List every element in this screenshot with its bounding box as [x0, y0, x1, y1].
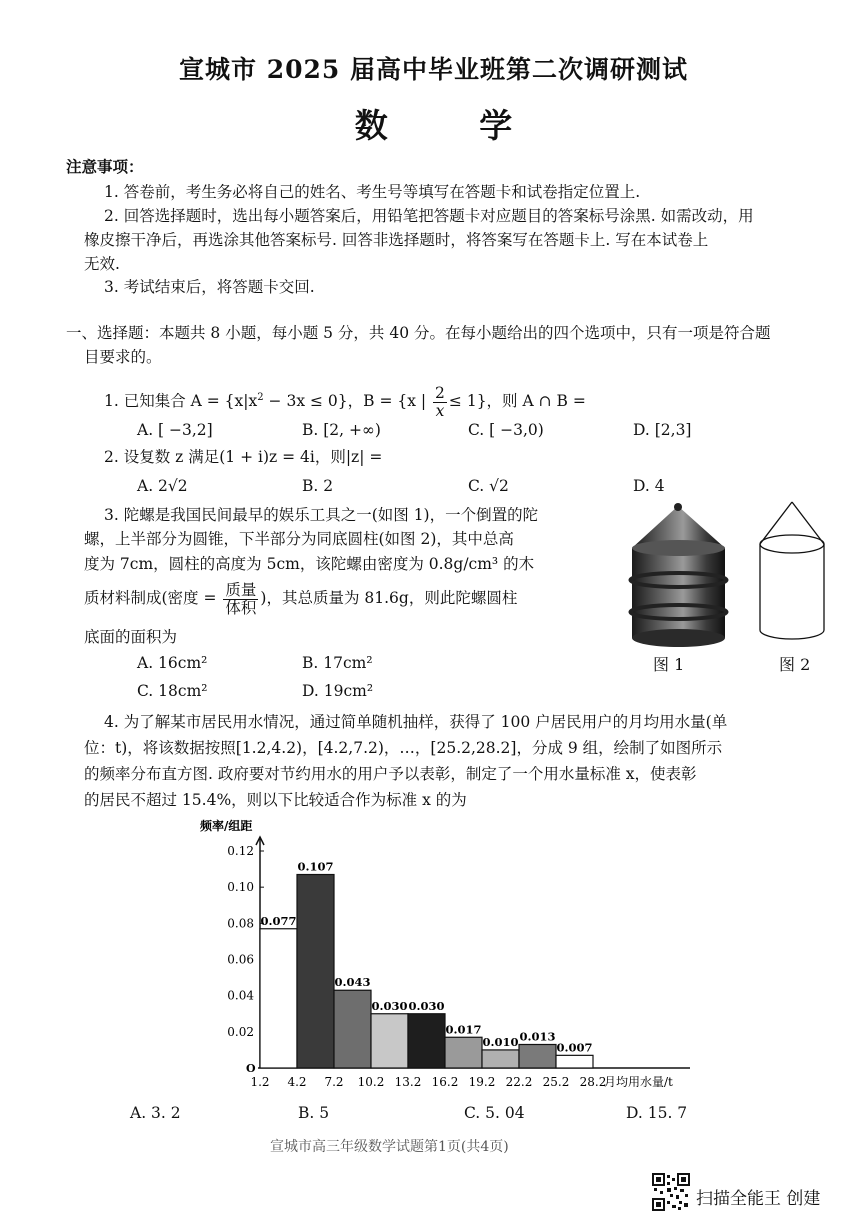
q3-line4-post: )，其总质量为 81.6g，则此陀螺圆柱	[260, 589, 518, 607]
q1-text-pre: 1. 已知集合 A = {x|x	[104, 392, 258, 411]
q4-option-a: A. 3. 2	[130, 1104, 181, 1122]
notice-item-1: 1. 答卷前，考生务必将自己的姓名、考生号等填写在答题卡和试卷指定位置上.	[104, 183, 641, 201]
question-1: 1. 已知集合 $A = \{x|x^2 - 3x \le 0\}$，B = {x | $\frac{2}{x}$ ≤ 1}，则 A ∩ B =	[104, 383, 586, 420]
y-tick-label: 0.04	[227, 988, 254, 1003]
q1-option-b: B. [2, +∞)	[302, 421, 381, 439]
notice-item-2-cont: 橡皮擦干净后，再选涂其他答案标号. 回答非选择题时，将答案写在答题卡上. 写在本试卷上	[84, 231, 709, 249]
q1-option-c: C. [ −3,0)	[468, 421, 544, 439]
question-4-line3: 的频率分布直方图. 政府要对节约用水的用户予以表彰，制定了一个用水量标准 x，使表彰	[84, 765, 697, 783]
q1-text-post: ≤ 1}，则 A ∩ B =	[448, 392, 586, 411]
fig2-label: 图 2	[779, 655, 811, 674]
question-4-line2: 位：t)，将该数据按照[1.2,4.2)，[4.2,7.2)，…，[25.2,28.2]，分成 9 组，绘制了如图所示	[84, 739, 723, 757]
q4-option-c: C. 5. 04	[464, 1104, 525, 1122]
notice-item-2: 2. 回答选择题时，选出每小题答案后，用铅笔把答题卡对应题目的答案标号涂黑. 如需改动，用	[104, 207, 754, 225]
exam-title: 宣城市 2025 届高中毕业班第二次调研测试	[179, 55, 688, 84]
bar-value-label: 0.077	[260, 913, 297, 928]
notice-item-2-end: 无效.	[84, 255, 120, 273]
scanner-watermark: 扫描全能王 创建	[696, 1189, 821, 1209]
y-tick-label: 0.08	[227, 916, 254, 931]
x-axis-label: 月均用水量/t	[604, 1075, 673, 1089]
notice-heading: 注意事项：	[66, 157, 144, 176]
histogram-bar	[519, 1044, 556, 1068]
histogram-bar	[334, 990, 371, 1068]
qr-code-icon	[652, 1173, 690, 1211]
x-tick-label: 28.2	[579, 1075, 607, 1089]
q1-frac-num: 2	[435, 383, 445, 402]
q1-option-a: A. [ −3,2]	[137, 421, 213, 439]
x-tick-label: 10.2	[357, 1075, 385, 1089]
histogram-bar	[260, 929, 297, 1068]
bar-value-label: 0.010	[482, 1034, 519, 1049]
bar-value-label: 0.043	[334, 975, 371, 990]
question-3-line4	[84, 580, 517, 617]
fig1-label: 图 1	[653, 655, 685, 674]
page-footer-cut: 宣城市高三年级数学试题第1页(共4页)	[270, 1139, 509, 1155]
q2-option-d: D. 4	[633, 477, 665, 495]
q3-line4-pre: 质材料制成(密度 =	[84, 589, 222, 607]
q2-option-b: B. 2	[302, 477, 334, 495]
y-tick-label: 0.06	[227, 952, 254, 967]
question-3-line3: 度为 7cm，圆柱的高度为 5cm，该陀螺由密度为 0.8g/cm³ 的木	[84, 555, 535, 573]
frequency-histogram	[190, 815, 710, 1090]
q1-frac-den: x	[435, 401, 445, 420]
histogram-bar	[445, 1037, 482, 1068]
q3-frac-den: 体积	[225, 598, 257, 617]
origin-label: O	[246, 1062, 256, 1075]
q3-option-b: B. 17cm²	[302, 654, 373, 672]
notice-item-3: 3. 考试结束后，将答题卡交回.	[104, 278, 315, 296]
histogram-bar	[556, 1055, 593, 1068]
x-tick-label: 16.2	[431, 1075, 459, 1089]
histogram-bar	[297, 875, 334, 1068]
q1-fraction	[433, 385, 447, 420]
question-4-line4: 的居民不超过 15.4%，则以下比较适合作为标准 x 的为	[84, 791, 467, 809]
histogram-bar	[408, 1014, 445, 1068]
q2-option-a: A. 2√2	[137, 477, 188, 495]
q3-frac-num: 质量	[225, 580, 257, 599]
section-heading-cont: 目要求的。	[84, 348, 162, 366]
bar-value-label: 0.013	[519, 1029, 556, 1044]
x-tick-label: 25.2	[542, 1075, 570, 1089]
q3-option-a: A. 16cm²	[137, 654, 208, 672]
bar-value-label: 0.107	[297, 859, 334, 874]
bar-value-label: 0.030	[371, 998, 408, 1013]
x-tick-label: 7.2	[324, 1075, 344, 1089]
question-4-line1: 4. 为了解某市居民用水情况，通过简单随机抽样，获得了 100 户居民用户的月均用水量(单	[104, 713, 728, 731]
spinning-top-figure	[626, 500, 731, 650]
question-3-line1: 3. 陀螺是我国民间最早的娱乐工具之一(如图 1)，一个倒置的陀	[104, 506, 539, 524]
y-axis-label: 频率/组距	[200, 819, 253, 833]
q1-option-d: D. [2,3]	[633, 421, 692, 439]
q4-option-d: D. 15. 7	[626, 1104, 688, 1122]
question-3-line5: 底面的面积为	[84, 628, 178, 646]
section-heading: 一、选择题：本题共 8 小题，每小题 5 分，共 40 分。在每小题给出的四个选项中，只有一项是符合题	[66, 324, 771, 342]
q3-option-c: C. 18cm²	[137, 682, 208, 700]
q2-option-c: C. √2	[468, 477, 509, 495]
question-3-line2: 螺，上半部分为圆锥，下半部分为同底圆柱(如图 2)，其中总高	[84, 530, 514, 548]
q3-option-d: D. 19cm²	[302, 682, 374, 700]
x-tick-label: 1.2	[250, 1075, 270, 1089]
x-tick-label: 13.2	[394, 1075, 422, 1089]
subject-title: 数 学	[354, 106, 553, 145]
y-tick-label: 0.12	[227, 844, 254, 858]
q4-option-b: B. 5	[298, 1104, 330, 1122]
cone-cylinder-figure	[752, 494, 832, 644]
x-tick-label: 19.2	[468, 1075, 496, 1089]
y-tick-label: 0.10	[227, 880, 254, 895]
bar-value-label: 0.017	[445, 1022, 482, 1037]
x-tick-label: 4.2	[287, 1075, 307, 1089]
bar-value-label: 0.007	[556, 1040, 593, 1055]
x-tick-label: 22.2	[505, 1075, 533, 1089]
y-tick-label: 0.02	[227, 1024, 254, 1039]
histogram-bar	[482, 1050, 519, 1068]
bar-value-label: 0.030	[408, 998, 445, 1013]
q1-text-mid: − 3x ≤ 0}，B = {x |	[263, 392, 432, 411]
histogram-bar	[371, 1014, 408, 1068]
q3-density-fraction	[223, 582, 258, 617]
question-2: 2. 设复数 z 满足(1 + i)z = 4i，则|z| =	[104, 448, 383, 466]
